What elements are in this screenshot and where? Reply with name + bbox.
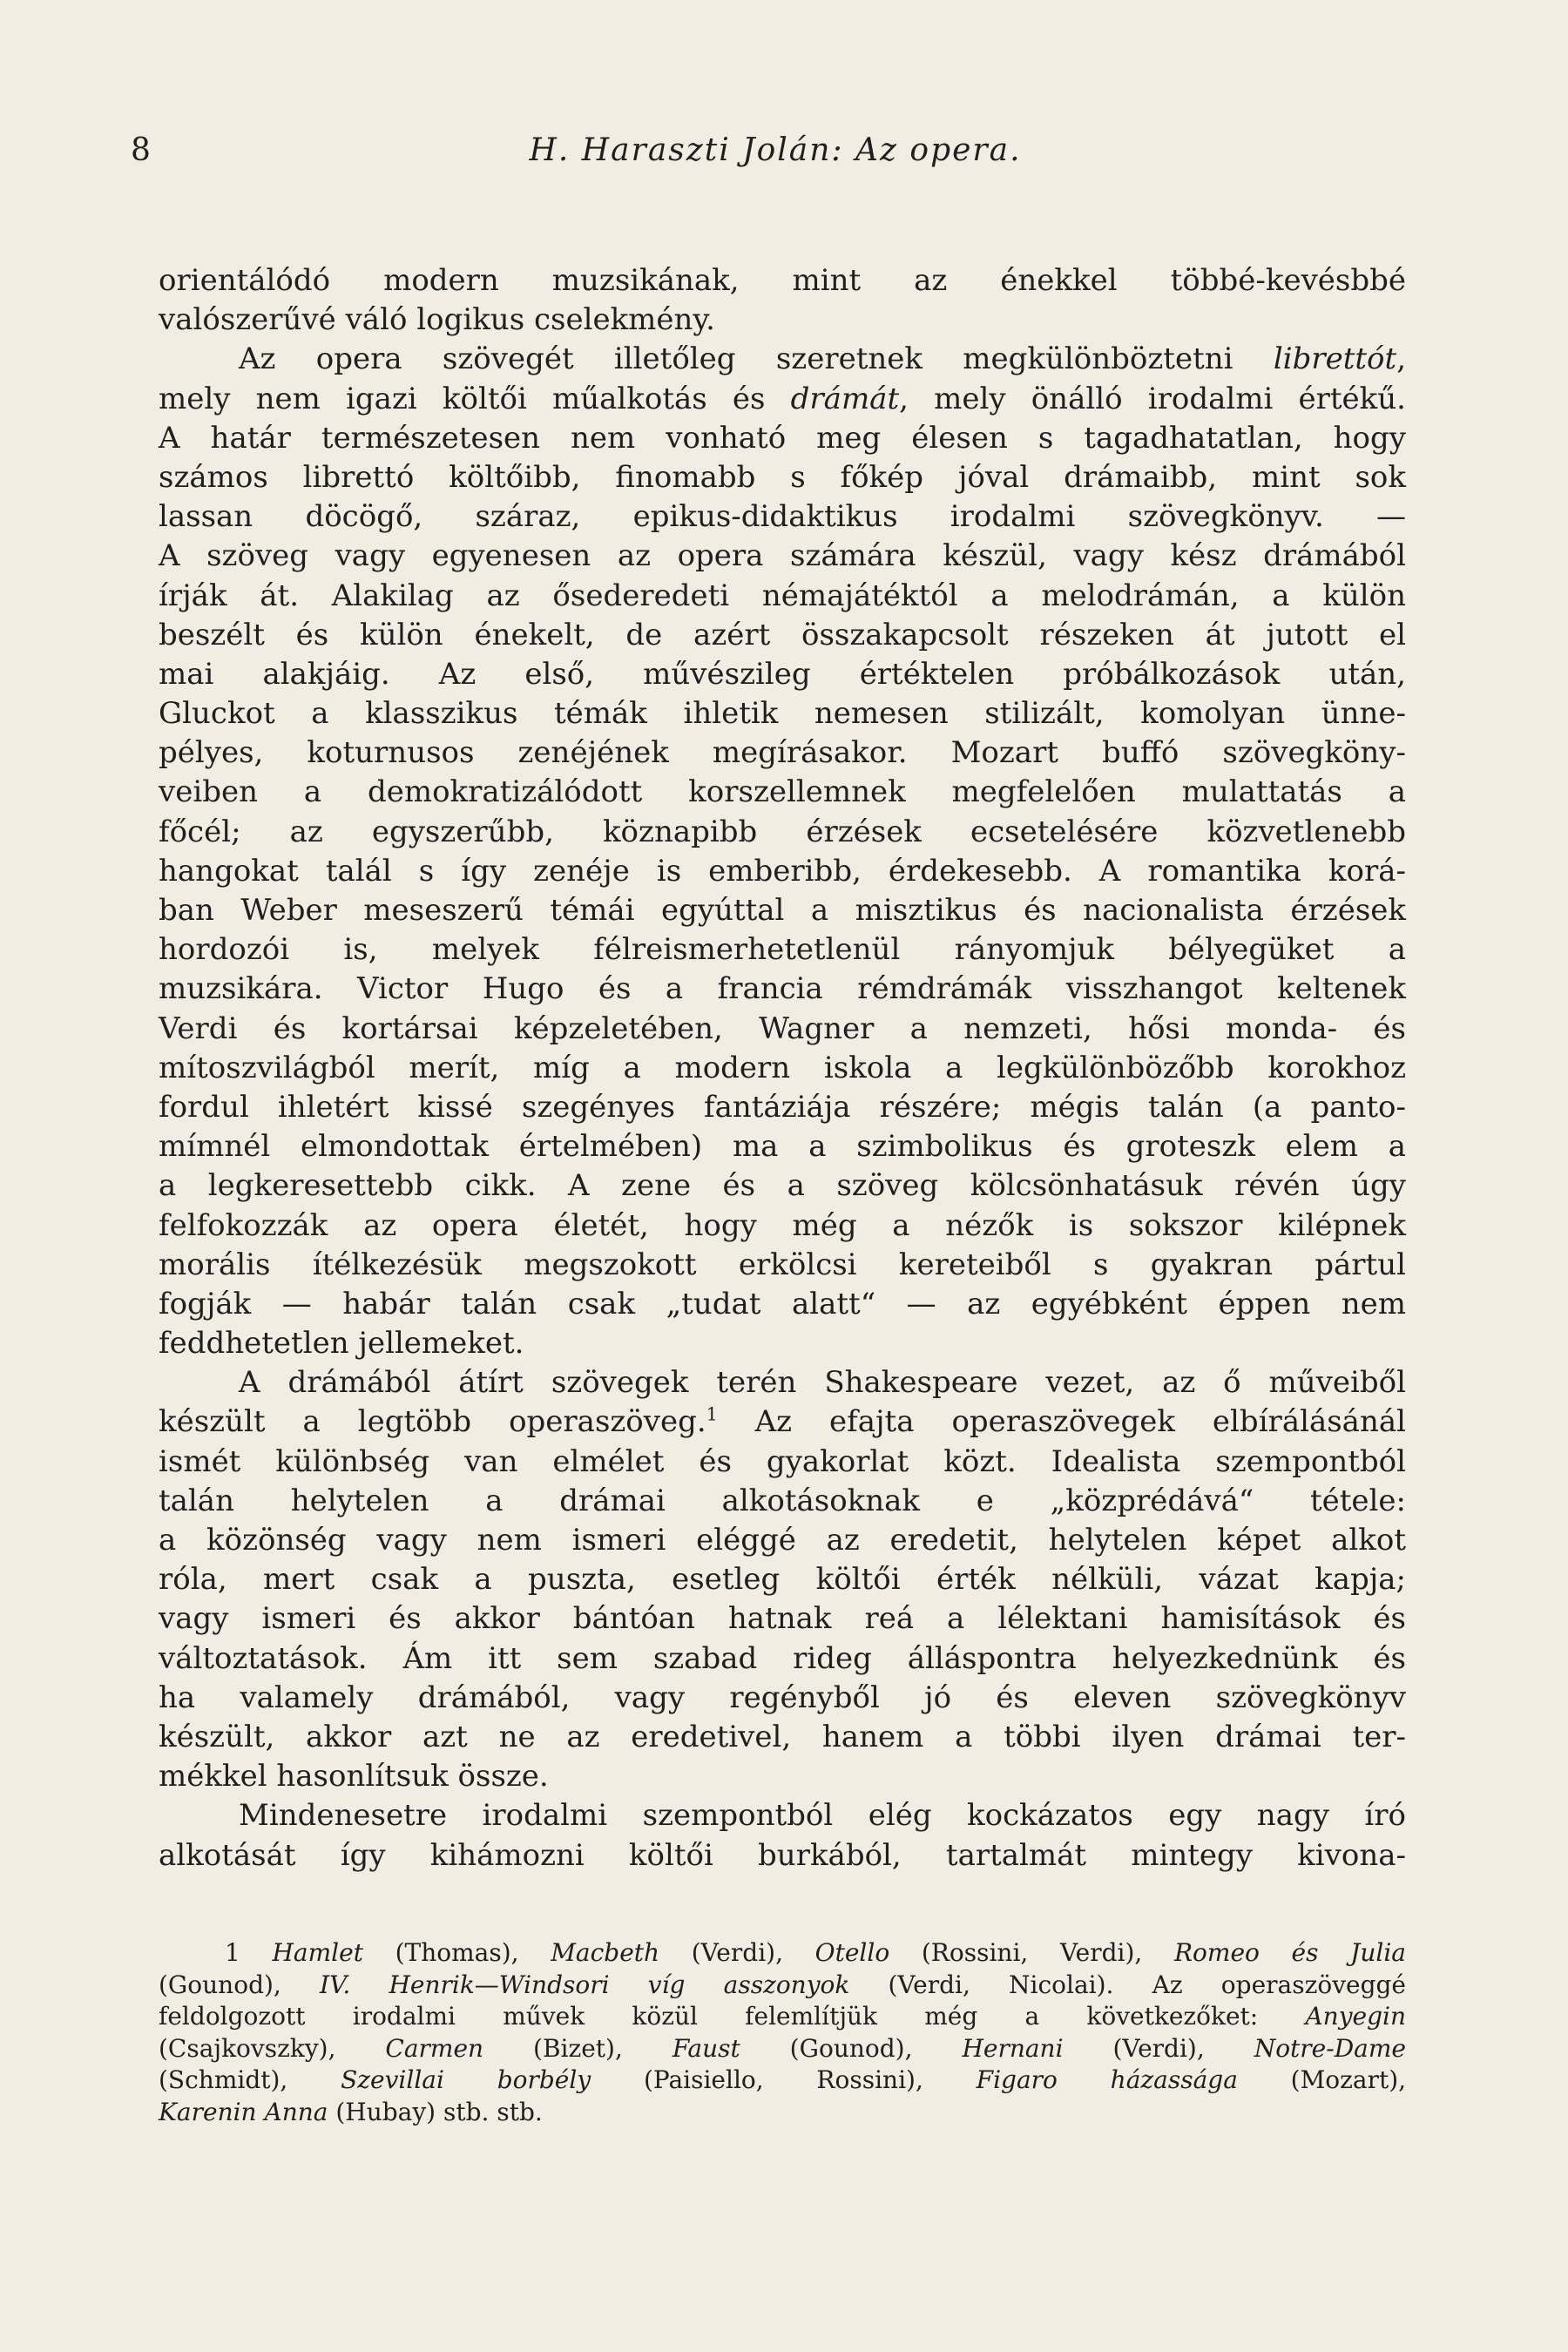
work-title: Carmen [385,2033,484,2063]
work-title: Hernani [962,2033,1064,2063]
line-suffix: Az efajta operaszövegek elbírálásánál [754,1404,1406,1440]
footnote-reference[interactable]: 1 [706,1404,718,1426]
composer: (Gounod), [789,2033,913,2063]
text-line: Gluckot a klasszikus témák ihletik nemesen stilizált, komolyan ünne- [159,696,1406,732]
footnote-line [159,2033,1406,2065]
text-line: számos librettó költőibb, finomabb s főkép jóval drámaibb, mint sok [159,459,1406,495]
text-line: valószerűvé váló logikus cselekmény. [159,302,715,338]
text-line: ban Weber meseszerű témái egyúttal a misztikus és nacionalista érzések [159,893,1406,928]
text-line: változtatások. Ám itt sem szabad rideg álláspontra helyezkednünk és [159,1640,1406,1676]
footnote-line [159,1970,1406,2002]
composer: (Rossini, Verdi), [921,1938,1143,1967]
work-title: Szevillai borbély [341,2065,591,2094]
text-line: feddhetetlen jellemeket. [159,1326,524,1362]
text-line: Mindenesetre irodalmi szempontból elég kockázatos egy nagy író [239,1798,1406,1834]
work-title: Hamlet [272,1938,363,1967]
text-line: lassan döcögő, száraz, epikus-didaktikus irodalmi szövegkönyv. — [159,499,1406,535]
text-line: készült, akkor azt ne az eredetivel, hanem a többi ilyen drámai ter- [159,1719,1406,1754]
line-prefix: mely nem igazi költői műalkotás és [159,381,791,416]
text-line: pélyes, koturnusos zenéjének megírásakor. Mozart buffó szövegköny- [159,735,1406,771]
work-title: IV. Henrik—Windsori víg asszonyok [320,1970,850,1999]
composer: (Verdi), [1112,2033,1205,2063]
text-line: róla, mert csak a puszta, esetleg költői érték nélküli, vázat kapja; [159,1562,1406,1598]
text-line: vagy ismeri és akkor bántóan hatnak reá a lélektani hamisítások és [159,1601,1406,1637]
text-line [159,380,1406,419]
composer: (Thomas), [395,1938,519,1967]
text-line: alkotását így kihámozni költői burkából, tartalmát mintegy kivona- [159,1837,1406,1873]
composer: (Hubay) stb. stb. [335,2097,543,2126]
work-title: Romeo és Julia [1173,1938,1407,1967]
term-drama: drámát [790,381,900,416]
work-title: Notre-Dame [1254,2033,1406,2063]
text-line: muzsikára. Victor Hugo és a francia rémdrámák visszhangot keltenek [159,971,1406,1007]
text-line: ismét különbség van elmélet és gyakorlat közt. Idealista szempontból [159,1443,1406,1479]
line-prefix: Az opera szövegét illetőleg szeretnek megkülönböztetni [239,341,1274,377]
text-line: mékkel hasonlítsuk össze. [159,1759,549,1794]
text-line [159,1402,1406,1442]
line-prefix: készült a legtöbb operaszöveg. [159,1404,706,1440]
text-line: orientálódó modern muzsikának, mint az énekkel többé-kevésbbé [159,263,1406,298]
work-title: Macbeth [551,1938,660,1967]
text-line: veiben a demokratizálódott korszellemnek megfelelően mulattatás a [159,774,1406,810]
line-suffix: , mely önálló irodalmi értékű. [899,381,1406,416]
text-line: mímnél elmondottak értelmében) ma a szimbolikus és groteszk elem a [159,1129,1406,1165]
text-line: hordozói is, melyek félreismerhetetlenül rányomjuk bélyegüket a [159,932,1406,968]
body-text [159,261,1406,1876]
composer: (Bizet), [533,2033,623,2063]
text-line: írják át. Alakilag az ősederedeti némajátéktól a melodrámán, a külön [159,578,1406,613]
text-line: mítoszvilágból merít, míg a modern iskola a legkülönbözőbb korokhoz [159,1050,1406,1085]
text-line: ha valamely drámából, vagy regényből jó és eleven szövegkönyv [159,1680,1406,1715]
work-title: Karenin Anna [159,2097,328,2126]
footnote-line [159,1937,1406,1970]
text-line: felfokozzák az opera életét, hogy még a nézők is sokszor kilépnek [159,1207,1406,1243]
text-line: hangokat talál s így zenéje is emberibb, érdekesebb. A romantika korá- [159,853,1406,889]
text-line: a legkeresettebb cikk. A zene és a szöveg kölcsönhatásuk révén úgy [159,1168,1406,1204]
work-title: Otello [814,1938,890,1967]
composer: (Schmidt), [159,2065,288,2094]
text-line: A szöveg vagy egyenesen az opera számára készül, vagy kész drámából [159,538,1406,574]
work-title: Figaro házassága [976,2065,1238,2094]
composer: (Csajkovszky), [159,2033,336,2063]
work-title: Faust [672,2033,740,2063]
composer: (Verdi), [691,1938,783,1967]
text-line: morális ítélkezésük megszokott erkölcsi kereteiből s gyakran pártul [159,1247,1406,1282]
work-title: Anyegin [1305,2002,1406,2031]
composer: (Gounod), [159,1970,281,1999]
term-libretto: librettót [1273,341,1397,377]
footnote-text: feldolgozott irodalmi művek közül felemlítjük még a következőket: [159,2002,1259,2031]
line-suffix: , [1396,341,1406,377]
text-line: főcél; az egyszerűbb, köznapibb érzések ecsetelésére közvetlenebb [159,814,1406,849]
text-line: fogják — habár talán csak „tudat alatt“ — az egyébként éppen nem [159,1286,1406,1321]
text-line: mai alakjáig. Az első, művészileg értéktelen próbálkozások után, [159,656,1406,692]
text-line: fordul ihletért kissé szegényes fantáziája részére; mégis talán (a panto- [159,1089,1406,1125]
footnote [159,1937,1406,2128]
footnote-line [159,2065,1406,2097]
footnote-line [159,2001,1406,2033]
text-line: A drámából átírt szövegek terén Shakespeare vezet, az ő műveiből [239,1365,1406,1401]
text-line: a közönség vagy nem ismeri eléggé az eredetit, helytelen képet alkot [159,1523,1406,1558]
text-line: beszélt és külön énekelt, de azért összakapcsolt részeken át jutott el [159,617,1406,652]
text-line [159,340,1406,379]
page-header [131,132,1420,185]
composer: (Verdi, Nicolai). Az operaszöveggé [888,1970,1407,1999]
text-line: Verdi és kortársai képzeletében, Wagner a nemzeti, hősi monda- és [159,1010,1406,1046]
text-line: A határ természetesen nem vonható meg élesen s tagadhatatlan, hogy [159,420,1406,456]
composer: (Mozart), [1290,2065,1407,2094]
footnote-line [159,2097,1406,2129]
composer: (Paisiello, Rossini), [643,2065,923,2094]
running-head: H. Haraszti Jolán: Az opera. [529,132,1022,168]
footnote-mark: 1 [225,1938,240,1967]
text-line: talán helytelen a drámai alkotásoknak e „közprédává“ tétele: [159,1483,1406,1518]
page-number: 8 [131,132,151,168]
